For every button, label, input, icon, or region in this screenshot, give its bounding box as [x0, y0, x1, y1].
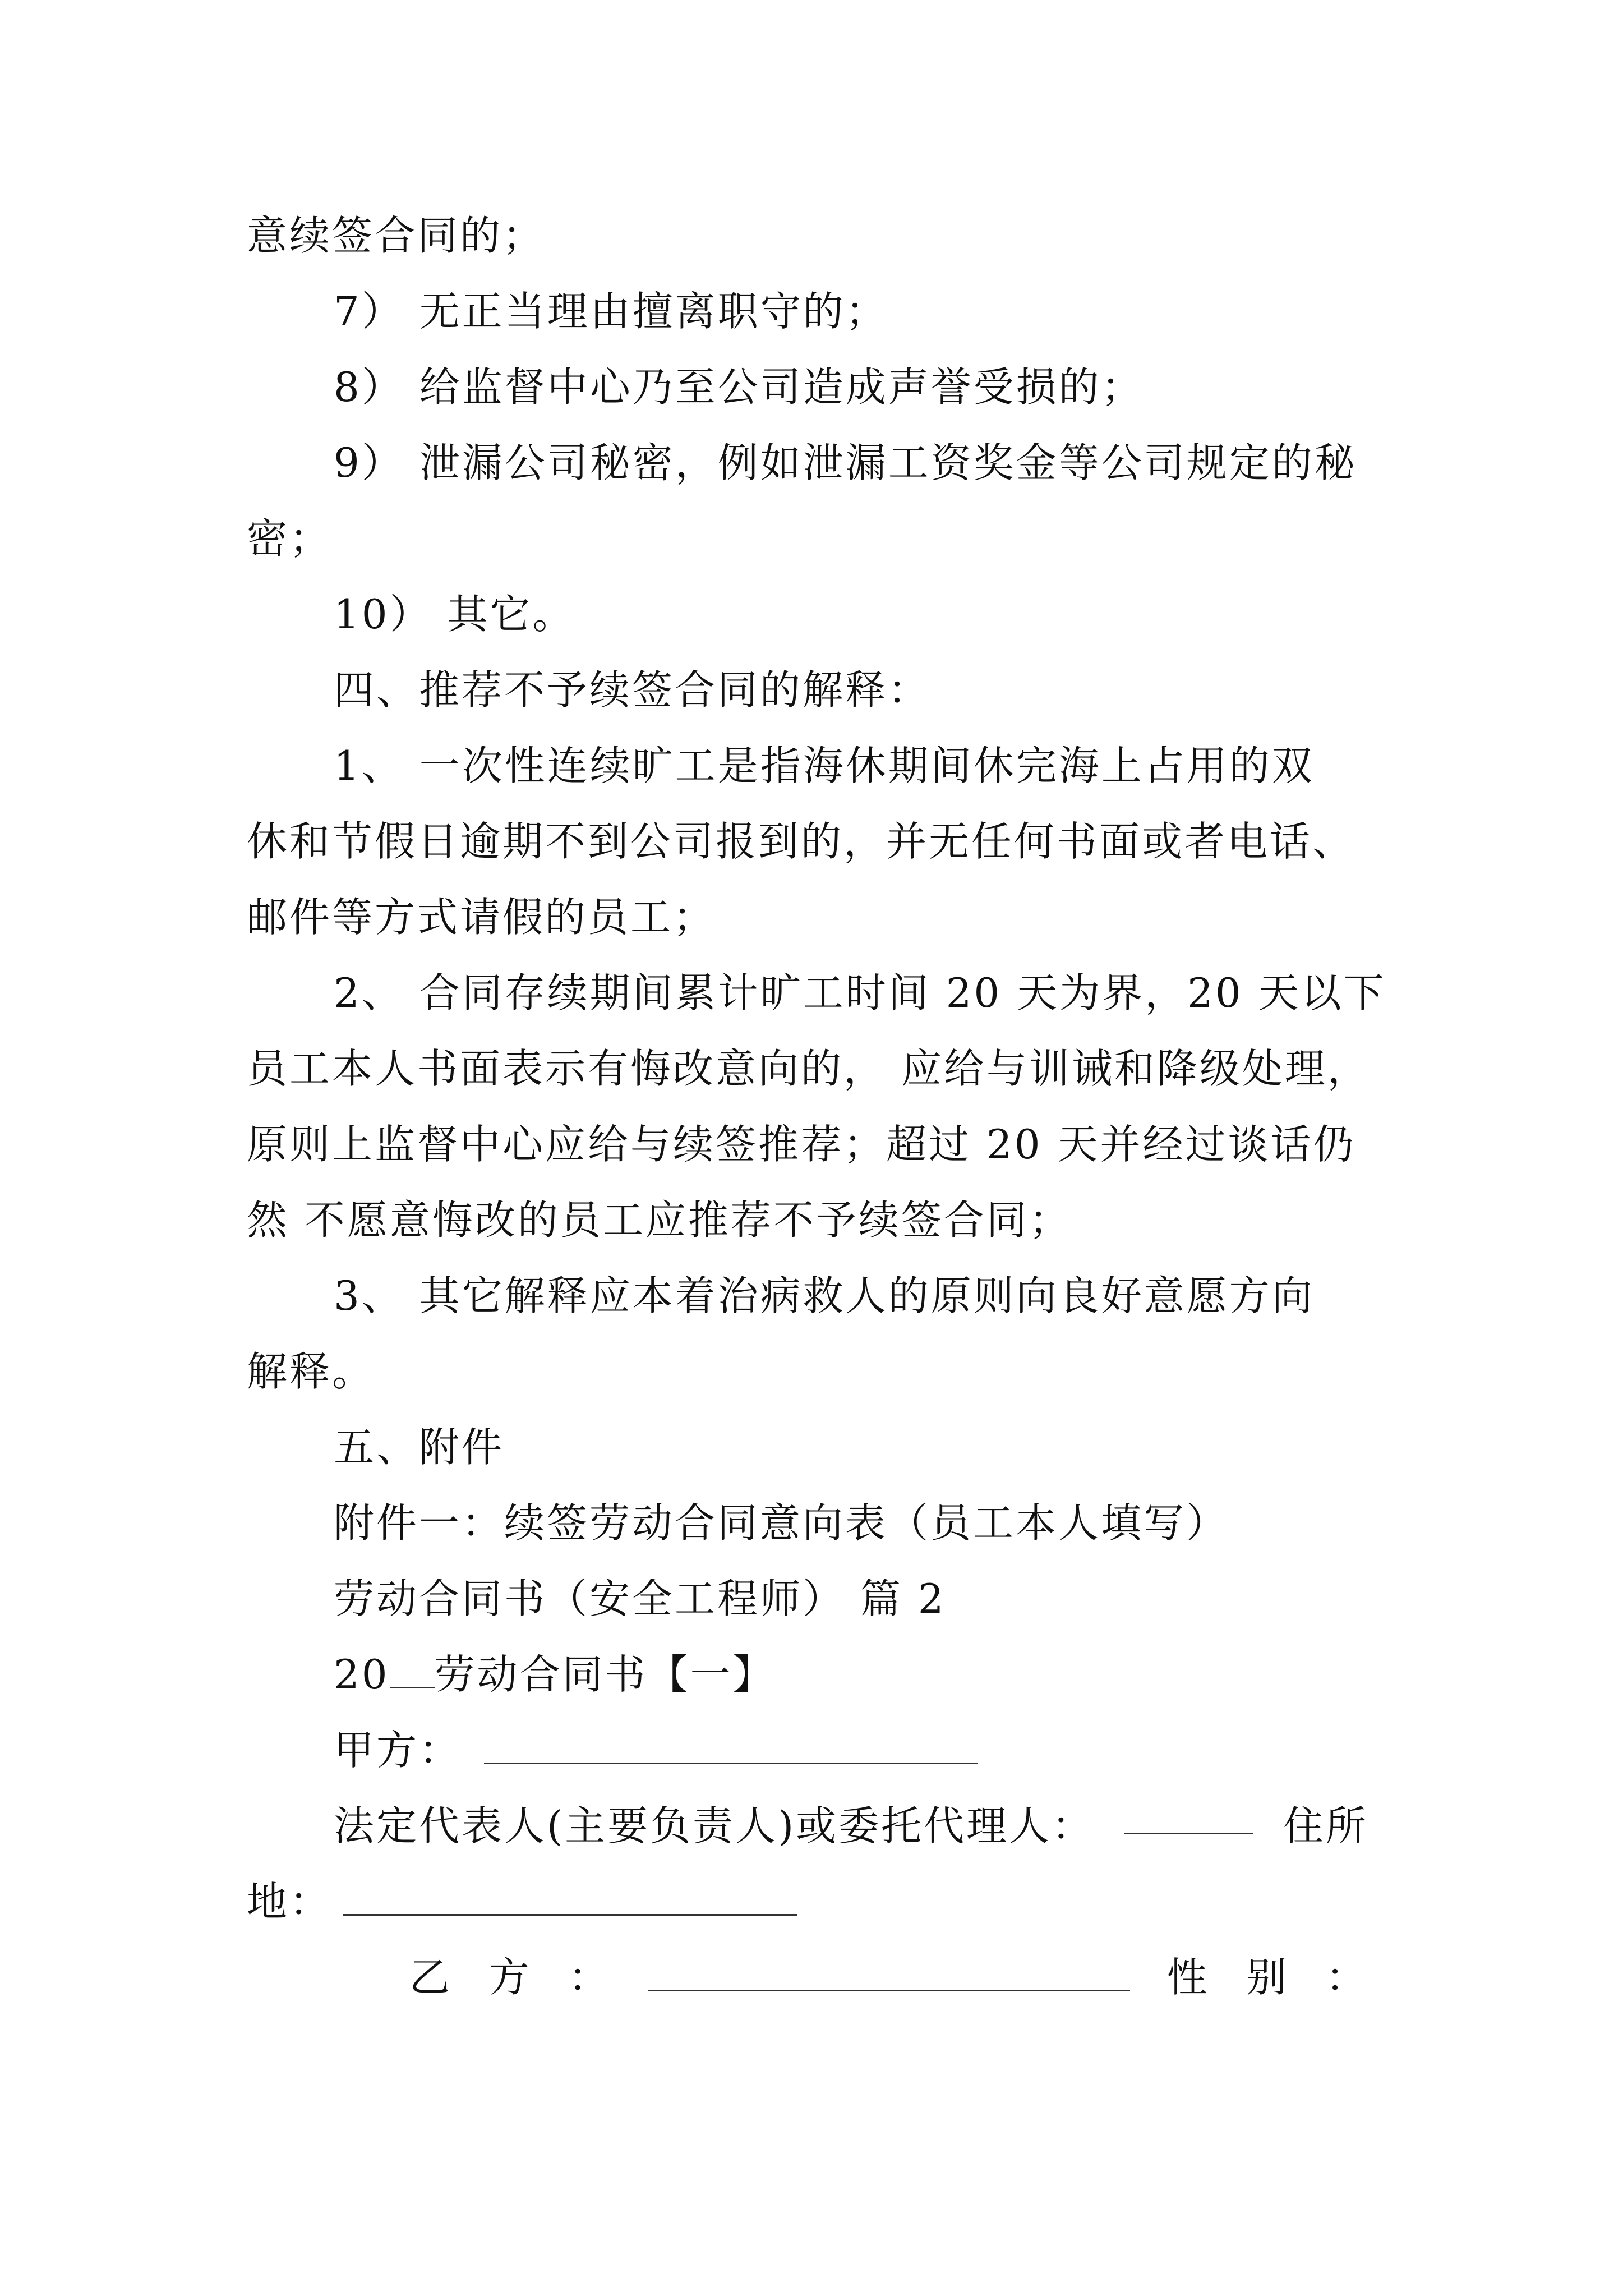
list-item-10: 10） 其它。	[334, 591, 575, 638]
text-line: 解释。	[247, 1348, 375, 1395]
explanation-item-2: 2、 合同存续期间累计旷工时间 20 天为界，20 天以下	[334, 969, 1386, 1016]
address-line	[247, 1874, 797, 1930]
party-a-label: 甲方：	[334, 1727, 462, 1774]
list-item-7: 7） 无正当理由擅离职守的；	[334, 288, 888, 335]
party-b-line	[409, 1949, 1368, 2005]
section-heading-4: 四、推荐不予续签合同的解释：	[334, 666, 931, 714]
section-heading-5: 五、附件	[334, 1424, 505, 1471]
contract-title: 劳动合同书（安全工程师） 篇 2	[334, 1575, 946, 1622]
address-blank	[343, 1879, 797, 1916]
text-line: 然 不愿意悔改的员工应推荐不予续签合同；	[247, 1197, 1072, 1244]
representative-blank	[1124, 1798, 1253, 1834]
text-line: 休和节假日逾期不到公司报到的，并无任何书面或者电话、	[247, 818, 1355, 865]
text-line: 邮件等方式请假的员工；	[247, 894, 716, 941]
party-b-char-1: 乙	[409, 1954, 453, 2001]
party-b-char-2: 方	[488, 1954, 532, 2001]
gender-char-2: 别	[1246, 1954, 1289, 2001]
address-label-end: 地：	[247, 1878, 333, 1925]
party-a-blank	[484, 1728, 978, 1764]
year-prefix: 20	[334, 1651, 390, 1698]
party-a-line	[334, 1722, 978, 1778]
attachment-line: 附件一：续签劳动合同意向表（员工本人填写）	[334, 1499, 1229, 1547]
explanation-item-1: 1、 一次性连续旷工是指海休期间休完海上占用的双	[334, 742, 1315, 789]
party-b-blank	[648, 1955, 1130, 1991]
gender-char-1: 性	[1166, 1954, 1210, 2001]
representative-label: 法定代表人(主要负责人)或委托代理人：	[334, 1802, 1095, 1849]
explanation-item-3: 3、 其它解释应本着治病救人的原则向良好意愿方向	[334, 1272, 1315, 1319]
party-b-colon: ：	[568, 1954, 611, 2001]
representative-line	[334, 1798, 1368, 1854]
text-line: 密；	[247, 515, 333, 562]
year-blank	[390, 1651, 435, 1688]
text-line: 原则上监督中心应给与续签推荐；超过 20 天并经过谈话仍	[247, 1121, 1356, 1168]
text-line: 员工本人书面表示有悔改意向的， 应给与训诫和降级处理，	[247, 1045, 1370, 1092]
address-label-start: 住所	[1283, 1802, 1368, 1849]
list-item-8: 8） 给监督中心乃至公司造成声誉受损的；	[334, 364, 1144, 411]
contract-subtitle-text: 劳动合同书【一】	[434, 1651, 776, 1698]
list-item-9: 9） 泄漏公司秘密，例如泄漏工资奖金等公司规定的秘	[334, 439, 1357, 486]
text-line: 意续签合同的；	[247, 212, 546, 259]
contract-subtitle	[334, 1646, 776, 1703]
gender-colon: ：	[1325, 1954, 1368, 2001]
